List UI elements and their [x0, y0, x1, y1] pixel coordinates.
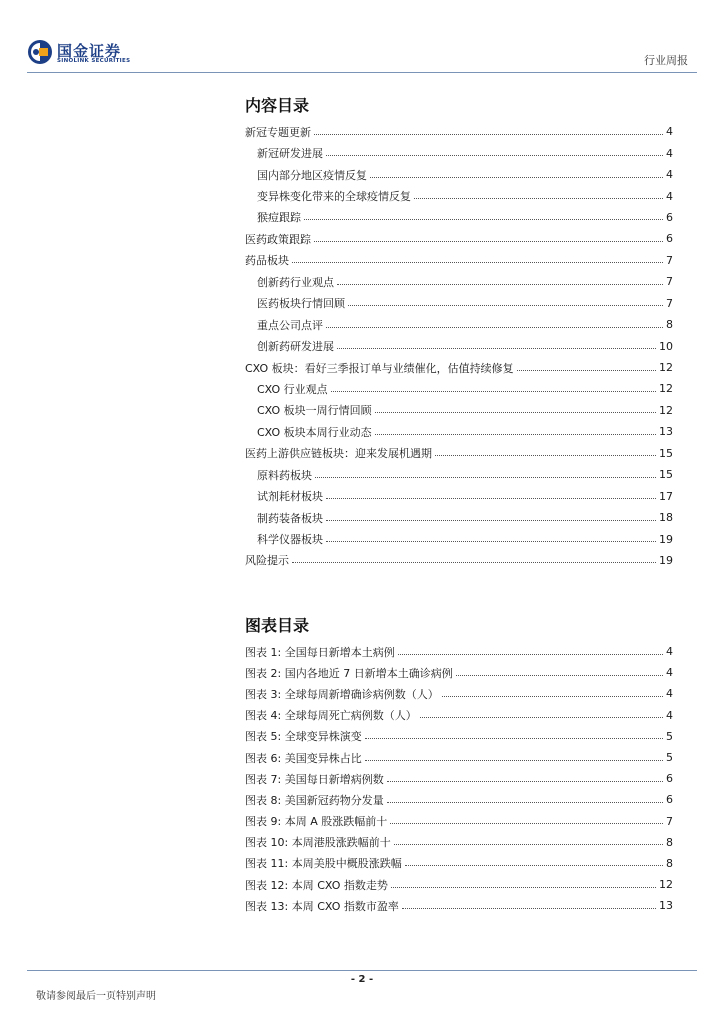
dot-leader [375, 405, 656, 413]
dot-leader [394, 837, 663, 845]
dot-leader [314, 127, 663, 135]
disclaimer-note: 敬请参阅最后一页特别声明 [36, 991, 156, 1002]
toc-entry-title: 创新药行业观点 [257, 275, 334, 289]
dot-leader [348, 298, 663, 306]
dot-leader [304, 212, 663, 220]
figure-entry[interactable] [245, 662, 673, 683]
dot-leader [390, 816, 663, 824]
toc-entry-page: 19 [659, 532, 673, 546]
toc-entry-page: 7 [666, 296, 673, 310]
dot-leader [337, 341, 656, 349]
figure-entry[interactable] [245, 768, 673, 789]
figure-entry-title: 图表 4: 全球每周死亡病例数（人） [245, 709, 417, 723]
toc-entry[interactable] [245, 443, 673, 464]
toc-entry-page: 19 [659, 553, 673, 567]
toc-entry[interactable] [245, 550, 673, 571]
dot-leader [365, 731, 663, 739]
figure-entry[interactable] [245, 789, 673, 810]
figure-entry[interactable] [245, 895, 673, 916]
figures-list [245, 641, 673, 916]
toc-entry[interactable] [245, 121, 673, 142]
toc-entry[interactable] [245, 271, 673, 292]
figure-entry-title: 图表 5: 全球变异株演变 [245, 730, 362, 744]
dot-leader [391, 880, 656, 888]
dot-leader [292, 555, 656, 563]
figure-entry-page: 8 [666, 856, 673, 870]
figure-entry-page: 4 [666, 645, 673, 659]
sinolink-logo-icon [27, 39, 53, 65]
toc-entry-title: 科学仪器板块 [257, 533, 323, 547]
toc-entry-page: 4 [666, 168, 673, 182]
figure-entry-title: 图表 11: 本周美股中概股涨跌幅 [245, 857, 402, 871]
dot-leader [456, 668, 663, 676]
figure-entry[interactable] [245, 832, 673, 853]
toc-entry-page: 12 [659, 361, 673, 375]
figure-entry-title: 图表 9: 本周 A 股涨跌幅前十 [245, 815, 388, 829]
toc-entry-page: 15 [659, 468, 673, 482]
figure-entry[interactable] [245, 683, 673, 704]
figure-entry-page: 4 [666, 687, 673, 701]
toc-entry-page: 6 [666, 232, 673, 246]
toc-entry[interactable] [245, 357, 673, 378]
dot-leader [435, 448, 656, 456]
toc-entry-title: 医药政策跟踪 [245, 232, 311, 246]
figure-entry-page: 4 [666, 708, 673, 722]
figure-entry[interactable] [245, 705, 673, 726]
header-divider [27, 72, 697, 73]
toc-entry[interactable] [245, 335, 673, 356]
toc-entry[interactable] [245, 507, 673, 528]
figure-entry-title: 图表 13: 本周 CXO 指数市盈率 [245, 899, 399, 913]
toc-entry[interactable] [245, 421, 673, 442]
toc-entry-title: 药品板块 [245, 254, 289, 268]
toc-entry-page: 12 [659, 403, 673, 417]
dot-leader [314, 234, 663, 242]
contents-section [245, 93, 673, 571]
toc-entry-title: 风险提示 [245, 554, 289, 568]
dot-leader [517, 363, 656, 371]
page-header [0, 0, 724, 76]
toc-entry-page: 13 [659, 425, 673, 439]
toc-entry-page: 7 [666, 275, 673, 289]
toc-entry[interactable] [245, 185, 673, 206]
logo-english-name: SINOLINK SECURITIES [57, 58, 131, 64]
toc-entry-title: 医药板块行情回顾 [257, 297, 345, 311]
toc-entry-title: CXO 行业观点 [257, 382, 328, 396]
toc-entry-title: 变异株变化带来的全球疫情反复 [257, 190, 411, 204]
toc-entry-title: 制药装备板块 [257, 511, 323, 525]
toc-entry-page: 10 [659, 339, 673, 353]
dot-leader [326, 148, 663, 156]
toc-entry-title: 试剂耗材板块 [257, 490, 323, 504]
figure-entry-title: 图表 2: 国内各地近 7 日新增本土确诊病例 [245, 666, 453, 680]
logo-chinese-name: 国金证券 [57, 42, 122, 60]
page-number: - 2 - [350, 974, 374, 985]
toc-entry-title: 猴痘跟踪 [257, 211, 301, 225]
dot-leader [375, 427, 656, 435]
dot-leader [398, 647, 663, 655]
figure-entry-page: 8 [666, 835, 673, 849]
dot-leader [402, 901, 656, 909]
toc-entry-page: 15 [659, 446, 673, 460]
dot-leader [326, 534, 656, 542]
toc-entry[interactable] [245, 142, 673, 163]
toc-entry-page: 6 [666, 210, 673, 224]
dot-leader [414, 191, 663, 199]
dot-leader [331, 384, 656, 392]
dot-leader [387, 795, 663, 803]
figure-entry[interactable] [245, 811, 673, 832]
toc-entry-title: 医药上游供应链板块：迎来发展机遇期 [245, 447, 432, 461]
toc-entry-page: 18 [659, 511, 673, 525]
figure-entry[interactable] [245, 726, 673, 747]
figure-entry-page: 7 [666, 814, 673, 828]
toc-entry-title: 创新药研发进展 [257, 340, 334, 354]
figure-entry[interactable] [245, 853, 673, 874]
figures-title: 图表目录 [245, 616, 310, 635]
figure-entry[interactable] [245, 874, 673, 895]
toc-entry-title: CXO 板块：看好三季报订单与业绩催化，估值持续修复 [245, 361, 514, 375]
toc-entry-page: 4 [666, 146, 673, 160]
figure-entry-title: 图表 12: 本周 CXO 指数走势 [245, 878, 388, 892]
toc-entry-page: 8 [666, 318, 673, 332]
figure-entry-title: 图表 3: 全球每周新增确诊病例数（人） [245, 687, 439, 701]
toc-entry[interactable] [245, 464, 673, 485]
dot-leader [326, 513, 656, 521]
figure-entry-title: 图表 6: 美国变异株占比 [245, 751, 362, 765]
toc-entry-title: 新冠专题更新 [245, 125, 311, 139]
toc-entry-title: CXO 板块一周行情回顾 [257, 404, 372, 418]
figure-entry-page: 6 [666, 772, 673, 786]
contents-title: 内容目录 [245, 96, 310, 115]
figure-entry-title: 图表 1: 全国每日新增本土病例 [245, 645, 395, 659]
toc-entry-page: 4 [666, 189, 673, 203]
footer-divider [27, 970, 697, 971]
dot-leader [405, 858, 663, 866]
figure-entry-page: 4 [666, 666, 673, 680]
toc-entry[interactable] [245, 250, 673, 271]
figure-entry-page: 5 [666, 751, 673, 765]
dot-leader [365, 753, 663, 761]
toc-entry-title: 原料药板块 [257, 468, 312, 482]
contents-list [245, 121, 673, 571]
figure-entry-page: 13 [659, 899, 673, 913]
dot-leader [315, 470, 656, 478]
toc-entry-page: 12 [659, 382, 673, 396]
toc-entry[interactable] [245, 378, 673, 399]
company-logo [27, 39, 147, 69]
toc-entry-page: 7 [666, 253, 673, 267]
toc-entry-title: 国内部分地区疫情反复 [257, 168, 367, 182]
toc-entry-page: 17 [659, 489, 673, 503]
toc-entry[interactable] [245, 485, 673, 506]
figure-entry-title: 图表 8: 美国新冠药物分发量 [245, 793, 384, 807]
dot-leader [337, 277, 663, 285]
toc-entry[interactable] [245, 228, 673, 249]
dot-leader [326, 320, 663, 328]
dot-leader [442, 689, 663, 697]
toc-entry-page: 4 [666, 125, 673, 139]
dot-leader [387, 774, 663, 782]
figure-entry-title: 图表 7: 美国每日新增病例数 [245, 772, 384, 786]
toc-entry-title: 新冠研发进展 [257, 147, 323, 161]
figure-entry-page: 12 [659, 878, 673, 892]
toc-entry-title: 重点公司点评 [257, 318, 323, 332]
figures-section [245, 613, 673, 916]
dot-leader [420, 710, 663, 718]
toc-entry-title: CXO 板块本周行业动态 [257, 425, 372, 439]
dot-leader [370, 170, 663, 178]
figure-entry-page: 6 [666, 793, 673, 807]
dot-leader [292, 255, 663, 263]
toc-entry[interactable] [245, 314, 673, 335]
figure-entry-page: 5 [666, 729, 673, 743]
toc-entry[interactable] [245, 400, 673, 421]
toc-entry[interactable] [245, 164, 673, 185]
report-type-label: 行业周报 [644, 54, 688, 67]
figure-entry[interactable] [245, 641, 673, 662]
dot-leader [326, 491, 656, 499]
figure-entry[interactable] [245, 747, 673, 768]
toc-entry[interactable] [245, 528, 673, 549]
toc-entry[interactable] [245, 207, 673, 228]
figure-entry-title: 图表 10: 本周港股涨跌幅前十 [245, 836, 391, 850]
toc-entry[interactable] [245, 293, 673, 314]
